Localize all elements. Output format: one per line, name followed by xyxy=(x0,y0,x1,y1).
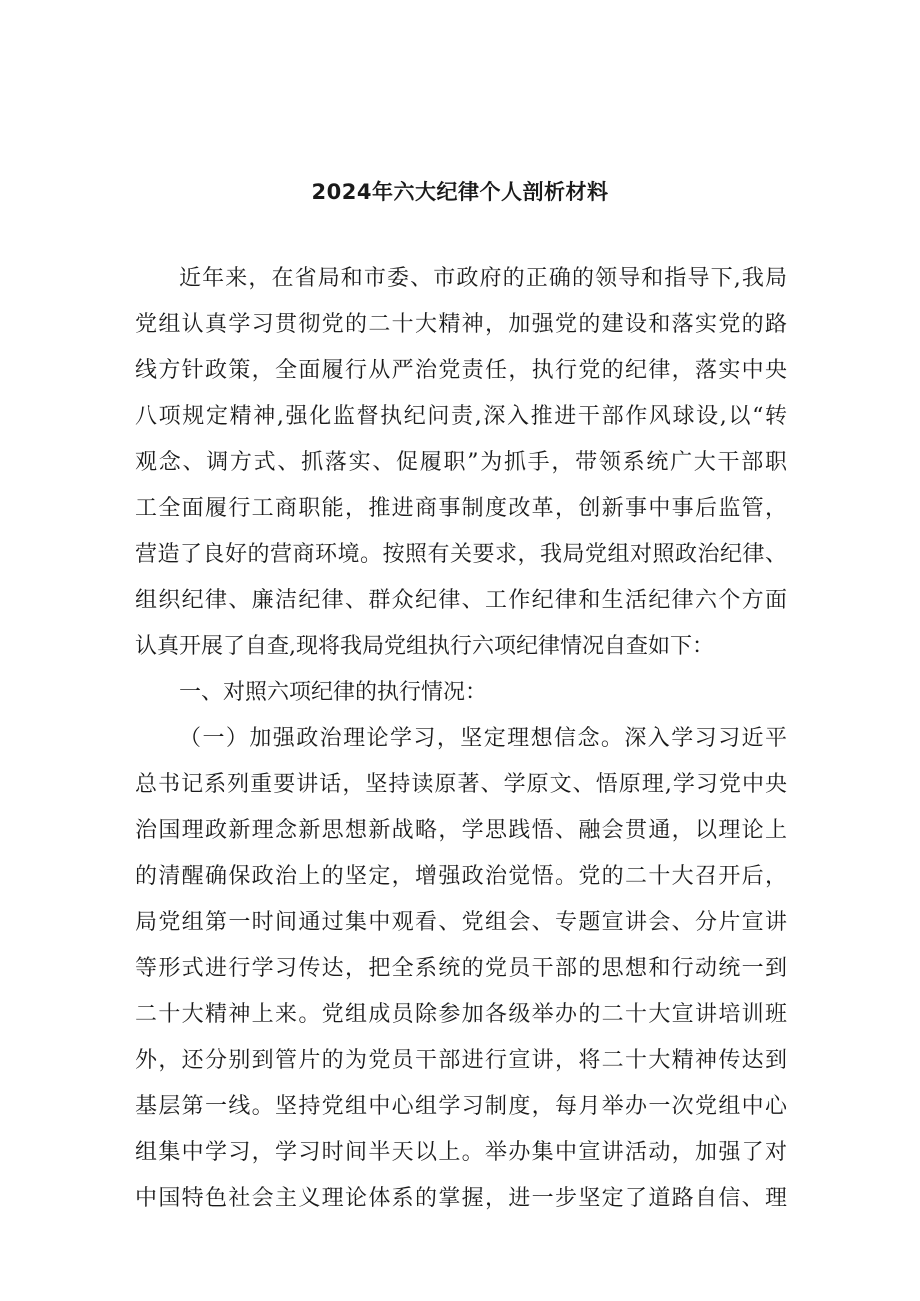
paragraph-line: 的清醒确保政治上的坚定，增强政治觉悟。党的二十大召开后， xyxy=(135,864,787,889)
paragraph-line: 线方针政策，全面履行从严治党责任，执行党的纪律，落实中央 xyxy=(135,358,787,383)
paragraph-line: 局党组第一时间通过集中观看、党组会、专题宣讲会、分片宣讲 xyxy=(135,910,787,935)
paragraph-line: 外，还分别到管片的为党员干部进行宣讲，将二十大精神传达到 xyxy=(135,1048,787,1073)
section-heading: 一、对照六项纪律的执行情况： xyxy=(179,680,488,705)
paragraph-line: 组集中学习，学习时间半天以上。举办集中宣讲活动，加强了对 xyxy=(135,1140,787,1165)
paragraph-line: 工全面履行工商职能，推进商事制度改革，创新事中事后监管， xyxy=(135,496,787,521)
paragraph-line: 组织纪律、廉洁纪律、群众纪律、工作纪律和生活纪律六个方面 xyxy=(135,588,787,613)
paragraph-line: 中国特色社会主义理论体系的掌握，进一步坚定了道路自信、理 xyxy=(135,1186,787,1211)
paragraph-line: 总书记系列重要讲话，坚持读原著、学原文、悟原理,学习党中央 xyxy=(135,772,787,797)
paragraph-line: 营造了良好的营商环境。按照有关要求，我局党组对照政治纪律、 xyxy=(135,542,787,567)
paragraph-line: 近年来，在省局和市委、市政府的正确的领导和指导下,我局 xyxy=(179,266,787,291)
document-body xyxy=(135,256,787,1222)
paragraph-line: 等形式进行学习传达，把全系统的党员干部的思想和行动统一到 xyxy=(135,956,787,981)
paragraph-line: 二十大精神上来。党组成员除参加各级举办的二十大宣讲培训班 xyxy=(135,1002,787,1027)
paragraph-line: 八项规定精神,强化监督执纪问责,深入推进干部作风球设,以“转 xyxy=(135,404,787,429)
paragraph-line: 党组认真学习贯彻党的二十大精神，加强党的建设和落实党的路 xyxy=(135,312,787,337)
paragraph-line: 观念、调方式、抓落实、促履职”为抓手，带领系统广大干部职 xyxy=(135,450,787,475)
paragraph-line: 基层第一线。坚持党组中心组学习制度，每月举办一次党组中心 xyxy=(135,1094,787,1119)
paragraph-line: （一）加强政治理论学习，坚定理想信念。深入学习习近平 xyxy=(179,726,787,751)
document-title: 2024年六大纪律个人剖析材料 xyxy=(311,180,609,204)
paragraph-line: 治国理政新理念新思想新战略，学思践悟、融会贯通，以理论上 xyxy=(135,818,787,843)
paragraph-line: 认真开展了自查,现将我局党组执行六项纪律情况自查如下： xyxy=(135,634,714,659)
